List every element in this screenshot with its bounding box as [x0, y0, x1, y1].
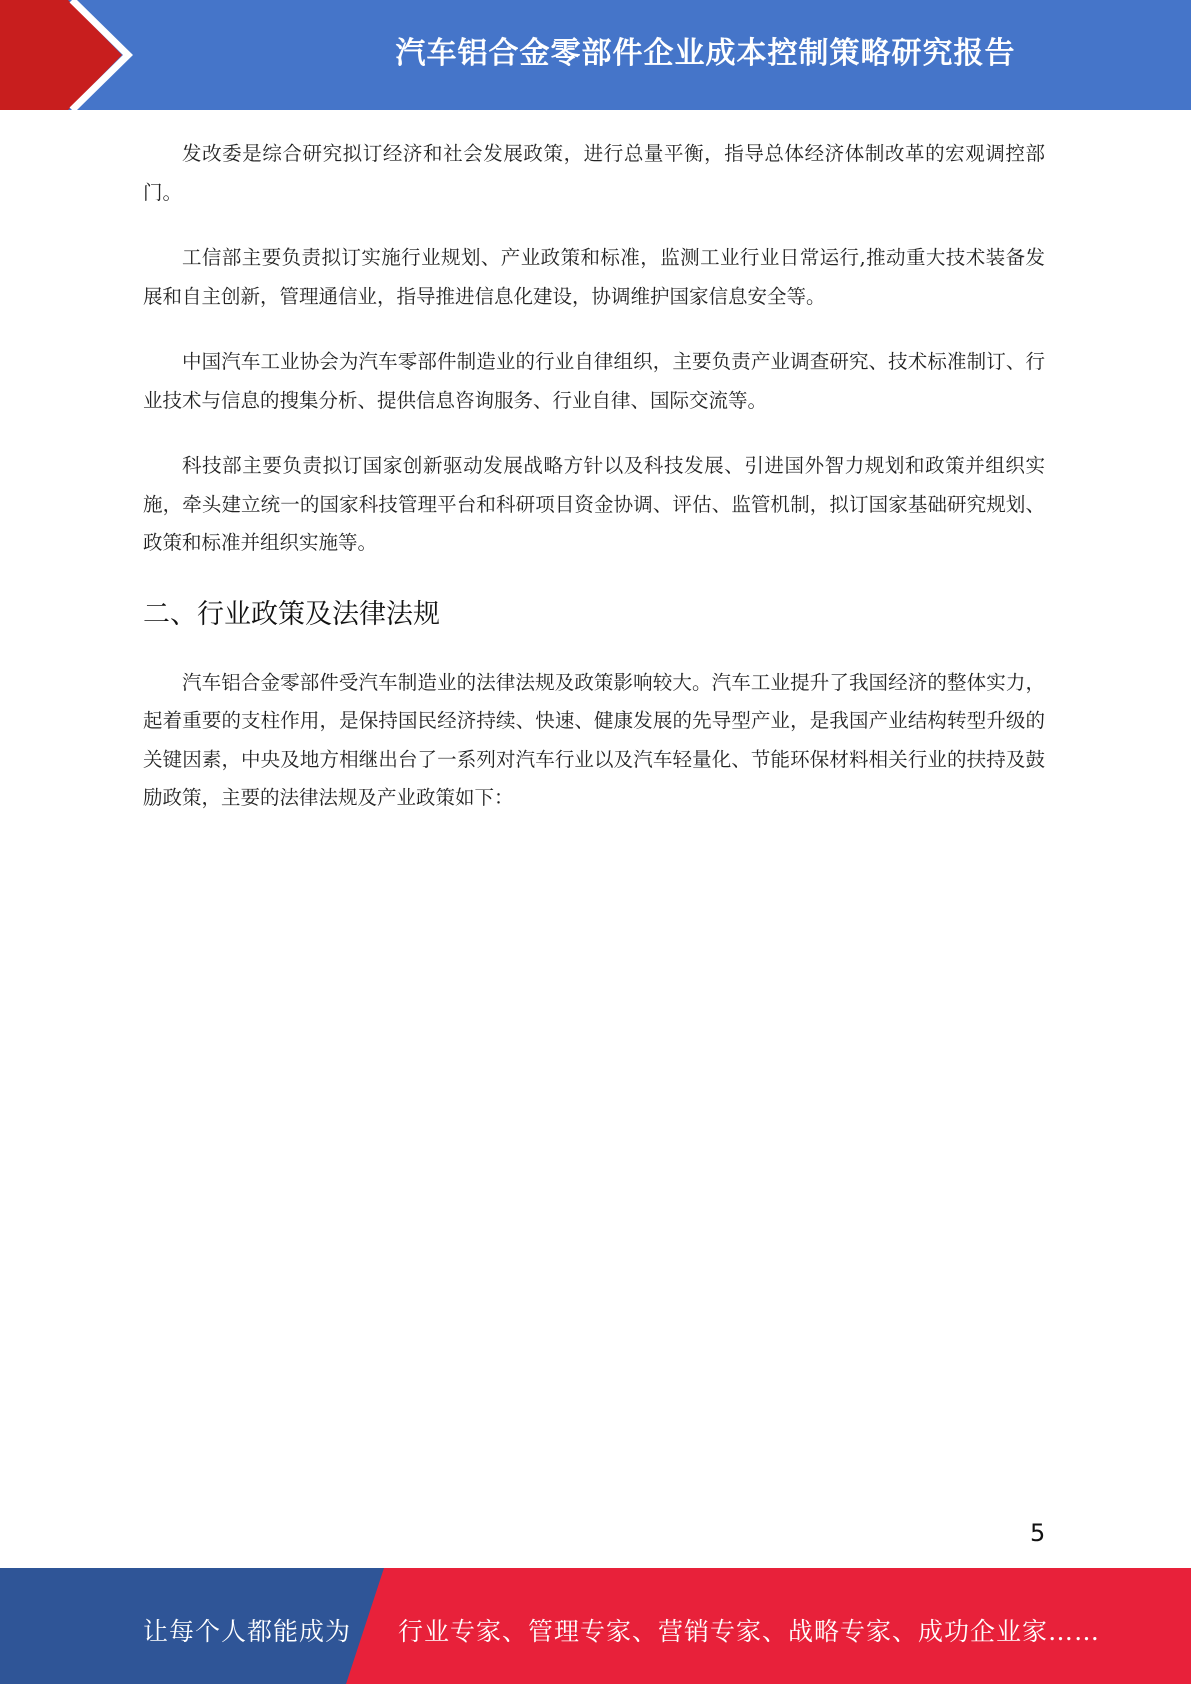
page-number: 5: [1030, 1519, 1046, 1547]
paragraph-policy-intro: 汽车铝合金零部件受汽车制造业的法律法规及政策影响较大。汽车工业提升了我国经济的整体实力，起着重要的支柱作用，是保持国民经济持续、快速、健康发展的先导型产业，是我国产业结构转型升级的关键因素，中央及地方相继出台了一系列对汽车行业以及汽车轻量化、节能环保材料相关行业的扶持及鼓励政策，主要的法律法规及产业政策如下：: [143, 670, 1045, 809]
document-body: [143, 135, 1045, 845]
page-header: [0, 0, 1191, 110]
footer-slogan-left: 让每个人都能成为: [143, 1617, 352, 1646]
header-title: 汽车铝合金零部件企业成本控制策略研究报告: [395, 36, 1016, 71]
paragraph-ndrc: 发改委是综合研究拟订经济和社会发展政策，进行总量平衡，指导总体经济体制改革的宏观调控部门。: [143, 142, 1045, 204]
paragraph-caam: 中国汽车工业协会为汽车零部件制造业的行业自律组织，主要负责产业调查研究、技术标准制订、行业技术与信息的搜集分析、提供信息咨询服务、行业自律、国际交流等。: [143, 350, 1045, 412]
section-heading-policy: 二、行业政策及法律法规: [143, 598, 440, 630]
paragraph-miit: 工信部主要负责拟订实施行业规划、产业政策和标准，监测工业行业日常运行,推动重大技术装备发展和自主创新，管理通信业，指导推进信息化建设，协调维护国家信息安全等。: [143, 246, 1045, 308]
page-footer: [0, 1568, 1191, 1684]
paragraph-most: 科技部主要负责拟订国家创新驱动发展战略方针以及科技发展、引进国外智力规划和政策并组织实施，牵头建立统一的国家科技管理平台和科研项目资金协调、评估、监管机制，拟订国家基础研究规划、政策和标准并组织实施等。: [143, 454, 1045, 554]
footer-slogan-right: 行业专家、管理专家、营销专家、战略专家、成功企业家……: [398, 1617, 1101, 1646]
header-chevron-icon: [0, 0, 160, 110]
